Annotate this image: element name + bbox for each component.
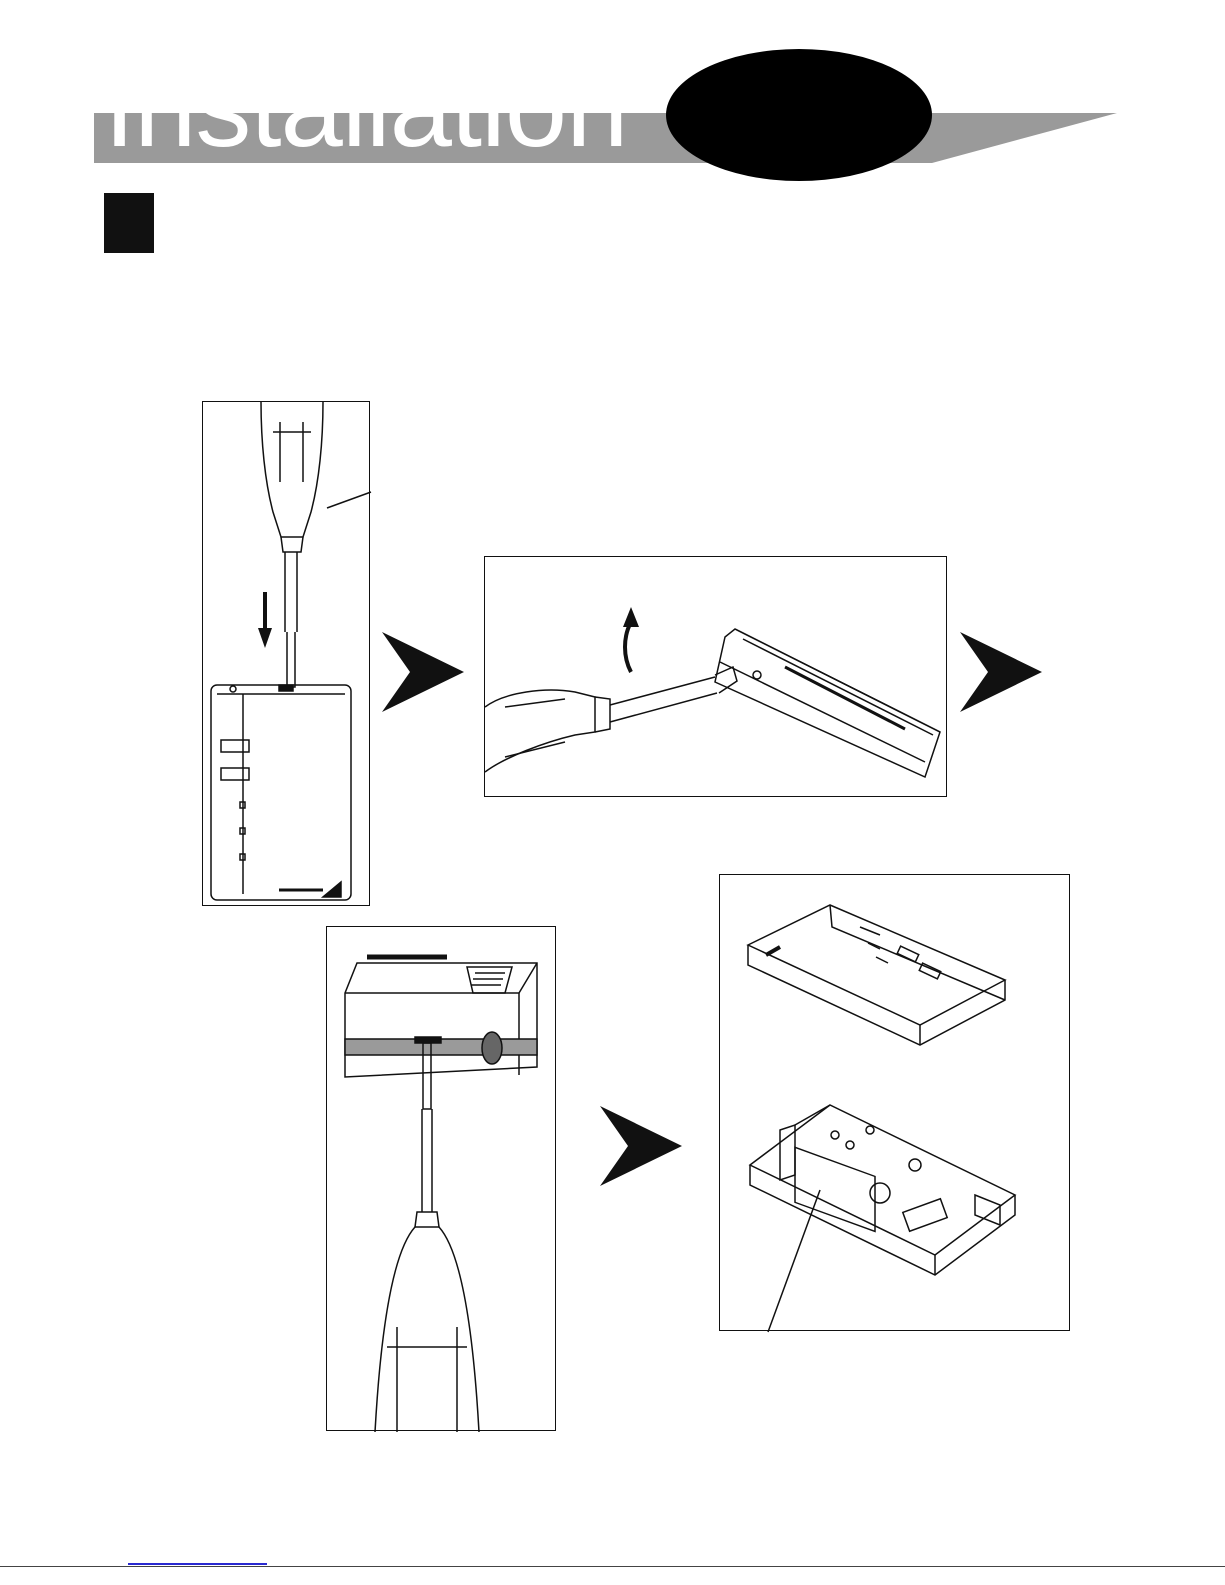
figure-step-1 [202,401,370,906]
next-step-arrow [598,1106,684,1188]
figure-step-2 [484,556,947,797]
adapter-cover-icon [748,905,1005,1045]
curved-up-arrow-icon [623,607,639,672]
next-step-arrow [958,632,1044,714]
footer-rule [0,1566,1225,1567]
page-title: Installation [104,58,628,158]
section-badge [666,49,932,181]
screwdriver-icon [375,1043,479,1432]
adapter-side-icon [715,629,940,777]
next-step-arrow [380,632,466,714]
figure-step-4 [719,874,1070,1331]
screwdriver-icon [485,667,737,772]
figure-step-3 [326,926,556,1431]
adapter-top-icon [345,957,537,1077]
down-arrow-icon [258,592,272,648]
footer-link-underline[interactable] [128,1563,267,1565]
step-marker [104,193,154,253]
adapter-front-icon [211,685,351,900]
screwdriver-icon [261,402,323,687]
adapter-board-icon [750,1105,1015,1275]
